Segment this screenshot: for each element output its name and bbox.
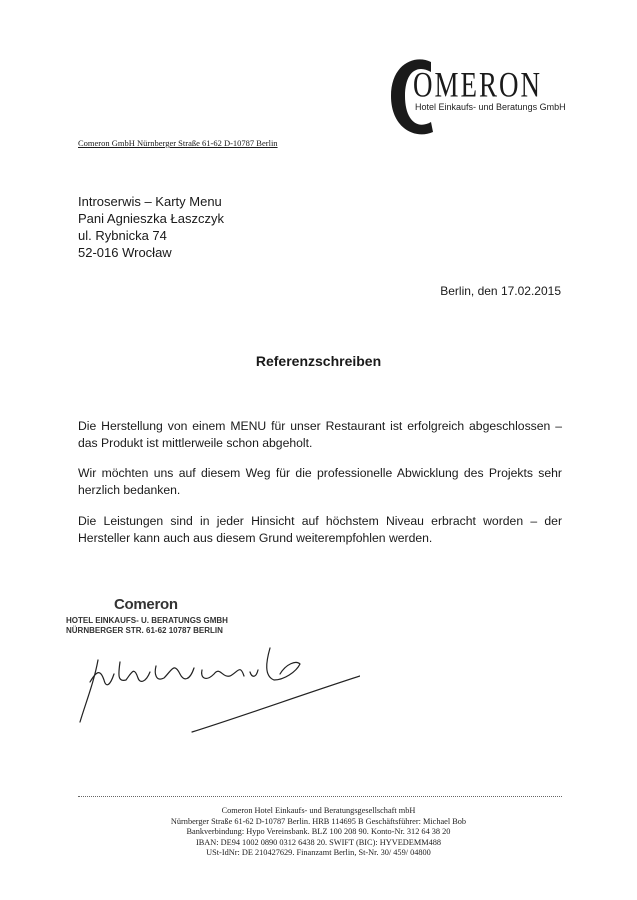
stamp-line: NÜRNBERGER STR. 61-62 10787 BERLIN <box>66 626 223 635</box>
recipient-line: Introserwis – Karty Menu <box>78 194 222 209</box>
footer-line: USt-IdNr: DE 210427629. Finanzamt Berlin, St-Nr. 30/ 459/ 04800 <box>206 848 431 858</box>
recipient-line: ul. Rybnicka 74 <box>78 228 167 243</box>
footer-line: Comeron Hotel Einkaufs- und Beratungsgesellschaft mbH <box>221 806 416 815</box>
recipient-line: 52-016 Wrocław <box>78 245 172 260</box>
footer-line: IBAN: DE94 1002 0890 0312 6438 20. SWIFT (BIC): HYVEDEMM488 <box>195 837 442 847</box>
company-logo <box>385 52 575 142</box>
body-paragraph: Die Herstellung von einem MENU für unser Restaurant ist erfolgreich abgeschlossen – das Produkt ist mittlerweile schon abgeholt. <box>78 419 562 450</box>
footer-line: Bankverbindung: Hypo Vereinsbank. BLZ 100 208 90. Konto-Nr. 312 64 38 20 <box>186 827 451 837</box>
letter-subject: Referenzschreiben <box>255 353 382 369</box>
body-paragraph: Die Leistungen sind in jeder Hinsicht auf höchstem Niveau erbracht worden – der Hersteller kann auch aus diesem Grund weiterempfohlen werden. <box>78 514 562 545</box>
return-address: Comeron GmbH Nürnberger Straße 61-62 D-10787 Berlin <box>78 138 278 148</box>
signature-icon <box>60 622 360 752</box>
letter-footer <box>0 806 637 859</box>
recipient-address <box>78 193 224 261</box>
recipient-line: Pani Agnieszka Łaszczyk <box>78 211 224 226</box>
logo-wordmark: OMERON <box>413 64 543 105</box>
footer-divider <box>78 796 562 797</box>
footer-line: Nürnberger Straße 61-62 D-10787 Berlin. HRB 114695 B Geschäftsführer: Michael Bob <box>170 816 467 826</box>
logo-subtitle: Hotel Einkaufs- und Beratungs GmbH <box>415 102 566 112</box>
body-paragraph: Wir möchten uns auf diesem Weg für die professionelle Abwicklung des Projekts sehr herzlich bedanken. <box>78 466 562 497</box>
stamp-line: HOTEL EINKAUFS- U. BERATUNGS GMBH <box>66 616 228 625</box>
stamp-name: Comeron <box>114 596 178 613</box>
letter-date: Berlin, den 17.02.2015 <box>440 284 561 298</box>
